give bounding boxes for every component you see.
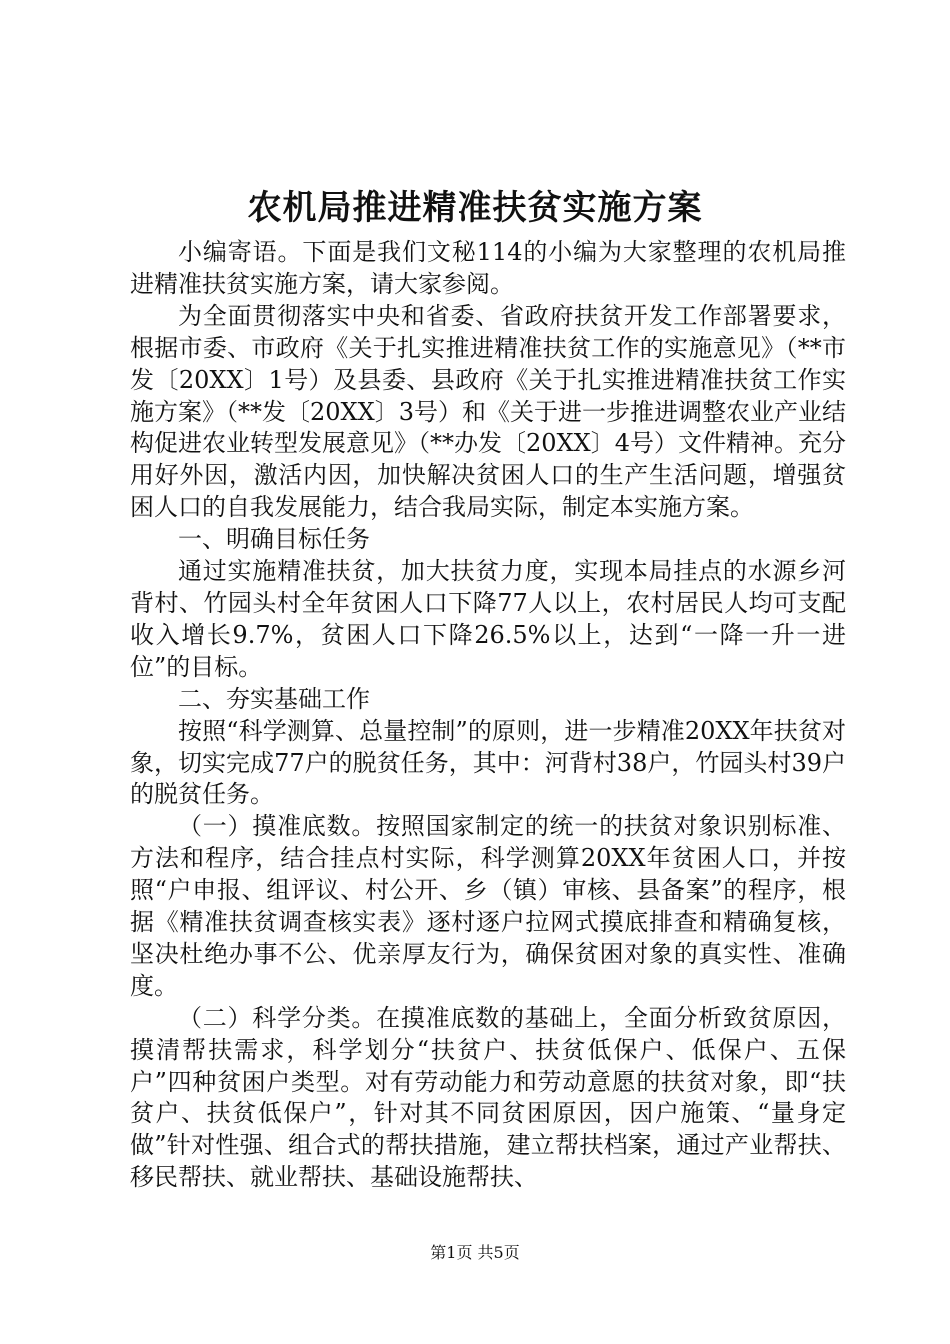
section-heading-2: 二、夯实基础工作 (178, 684, 370, 713)
section-heading-1: 一、明确目标任务 (178, 525, 370, 554)
paragraph-targets: 通过实施精准扶贫，加大扶贫力度，实现本局挂点的水源乡河背村、竹园头村全年贫困人口下降77人以上，农村居民人均可支配收入增长9.7%，贫困人口下降26.5%以上，达到“一降一升一进位”的目标。 (130, 557, 846, 681)
paragraph-subsection-2: （二）科学分类。在摸准底数的基础上，全面分析致贫原因，摸清帮扶需求，科学划分“扶贫户、扶贫低保户、低保户、五保户”四种贫困户类型。对有劳动能力和劳动意愿的扶贫对象，即“扶贫户、扶贫低保户”，针对其不同贫困原因，因户施策、“量身定做”针对性强、组合式的帮扶措施，建立帮扶档案，通过产业帮扶、移民帮扶、就业帮扶、基础设施帮扶、 (130, 1003, 846, 1192)
paragraph-subsection-1: （一）摸准底数。按照国家制定的统一的扶贫对象识别标准、方法和程序，结合挂点村实际，科学测算20XX年贫困人口，并按照“户申报、组评议、村公开、乡（镇）审核、县备案”的程序，根据《精准扶贫调查核实表》逐村逐户拉网式摸底排查和精确复核，坚决杜绝办事不公、优亲厚友行为，确保贫困对象的真实性、准确度。 (130, 812, 846, 1000)
page-number-footer: 第1页 共5页 (430, 1243, 520, 1262)
paragraph-intro: 小编寄语。下面是我们文秘114的小编为大家整理的农机局推进精准扶贫实施方案，请大家参阅。 (130, 238, 846, 298)
paragraph-principle: 按照“科学测算、总量控制”的原则，进一步精准20XX年扶贫对象，切实完成77户的脱贫任务，其中：河背村38户，竹园头村39户的脱贫任务。 (130, 716, 846, 809)
document-body (130, 237, 846, 1194)
paragraph-background: 为全面贯彻落实中央和省委、省政府扶贫开发工作部署要求，根据市委、市政府《关于扎实推进精准扶贫工作的实施意见》（**市发〔20XX〕1号）及县委、县政府《关于扎实推进精准扶贫工作实施方案》（**发〔20XX〕3号）和《关于进一步推进调整农业产业结构促进农业转型发展意见》（**办发〔20XX〕4号）文件精神。充分用好外因，激活内因，加快解决贫困人口的生产生活问题，增强贫困人口的自我发展能力，结合我局实际，制定本实施方案。 (130, 301, 846, 522)
document-title: 农机局推进精准扶贫实施方案 (247, 188, 703, 228)
